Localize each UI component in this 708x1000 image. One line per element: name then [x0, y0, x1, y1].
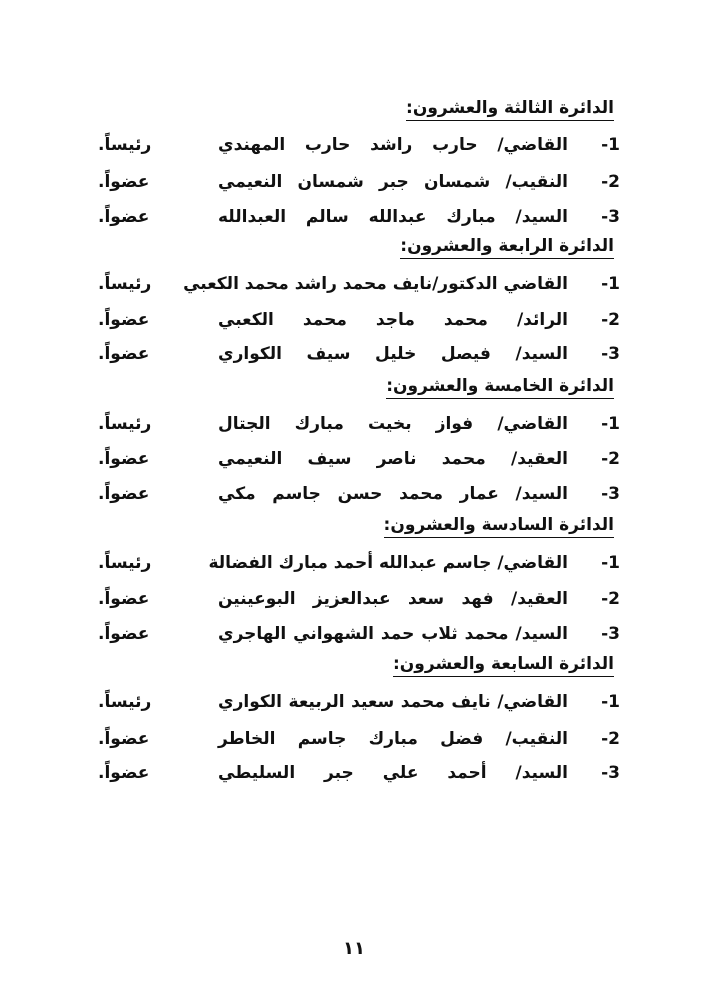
member-number: -3: [601, 344, 620, 364]
member-name: القاضي/ فواز بخيت مبارك الجتال: [218, 414, 568, 434]
member-number: -1: [601, 414, 620, 434]
member-name: السيد/ محمد ثلاب حمد الشهواني الهاجري: [218, 624, 568, 644]
member-role: رئيساً.: [98, 553, 152, 573]
member-name: السيد/ أحمد علي جبر السليطي: [218, 763, 568, 783]
member-name: النقيب/ شمسان جبر شمسان النعيمي: [218, 172, 568, 192]
member-number: -1: [601, 274, 620, 294]
member-row: [0, 551, 708, 575]
member-row: [0, 308, 708, 332]
member-role: عضواً.: [98, 763, 150, 783]
member-row: [0, 761, 708, 785]
member-row: [0, 622, 708, 646]
member-number: -2: [601, 729, 620, 749]
member-number: -1: [601, 692, 620, 712]
member-name: العقيد/ فهد سعد عبدالعزيز البوعينين: [218, 589, 568, 609]
section-heading-23: الدائرة الثالثة والعشرون:: [406, 98, 614, 121]
member-role: عضواً.: [98, 729, 150, 749]
member-name: الرائد/ محمد ماجد محمد الكعبي: [218, 310, 568, 330]
member-name: السيد/ عمار محمد حسن جاسم مكي: [218, 484, 568, 504]
member-name: العقيد/ محمد ناصر سيف النعيمي: [218, 449, 568, 469]
member-number: -2: [601, 310, 620, 330]
member-role: عضواً.: [98, 172, 150, 192]
member-row: [0, 170, 708, 194]
member-row: [0, 205, 708, 229]
member-role: عضواً.: [98, 624, 150, 644]
member-row: [0, 272, 708, 296]
member-name: القاضي/ جاسم عبدالله أحمد مبارك الفضالة: [208, 553, 568, 573]
member-row: [0, 690, 708, 714]
member-role: عضواً.: [98, 310, 150, 330]
member-name: السيد/ مبارك عبدالله سالم العبدالله: [218, 207, 568, 227]
member-row: [0, 587, 708, 611]
member-row: [0, 133, 708, 157]
member-role: عضواً.: [98, 449, 150, 469]
member-role: عضواً.: [98, 484, 150, 504]
member-name: القاضي الدكتور/نايف محمد راشد محمد الكعبي: [183, 274, 568, 294]
member-name: القاضي/ حارب راشد حارب المهندي: [218, 135, 568, 155]
page-number: ١١: [343, 938, 365, 959]
section-heading-25: الدائرة الخامسة والعشرون:: [386, 376, 614, 399]
member-name: القاضي/ نايف محمد سعيد الربيعة الكواري: [218, 692, 568, 712]
member-name: النقيب/ فضل مبارك جاسم الخاطر: [218, 729, 568, 749]
member-number: -3: [601, 484, 620, 504]
member-role: رئيساً.: [98, 414, 152, 434]
member-row: [0, 482, 708, 506]
member-name: السيد/ فيصل خليل سيف الكواري: [218, 344, 568, 364]
member-number: -2: [601, 589, 620, 609]
member-number: -2: [601, 172, 620, 192]
member-role: رئيساً.: [98, 692, 152, 712]
member-row: [0, 342, 708, 366]
section-heading-27: الدائرة السابعة والعشرون:: [393, 654, 614, 677]
member-role: عضواً.: [98, 207, 150, 227]
member-role: رئيساً.: [98, 135, 152, 155]
member-number: -1: [601, 553, 620, 573]
member-row: [0, 727, 708, 751]
member-row: [0, 412, 708, 436]
member-number: -3: [601, 207, 620, 227]
member-role: عضواً.: [98, 344, 150, 364]
member-number: -1: [601, 135, 620, 155]
member-number: -3: [601, 624, 620, 644]
member-number: -3: [601, 763, 620, 783]
member-number: -2: [601, 449, 620, 469]
section-heading-24: الدائرة الرابعة والعشرون:: [400, 236, 614, 259]
member-row: [0, 447, 708, 471]
member-role: عضواً.: [98, 589, 150, 609]
member-role: رئيساً.: [98, 274, 152, 294]
section-heading-26: الدائرة السادسة والعشرون:: [384, 515, 614, 538]
